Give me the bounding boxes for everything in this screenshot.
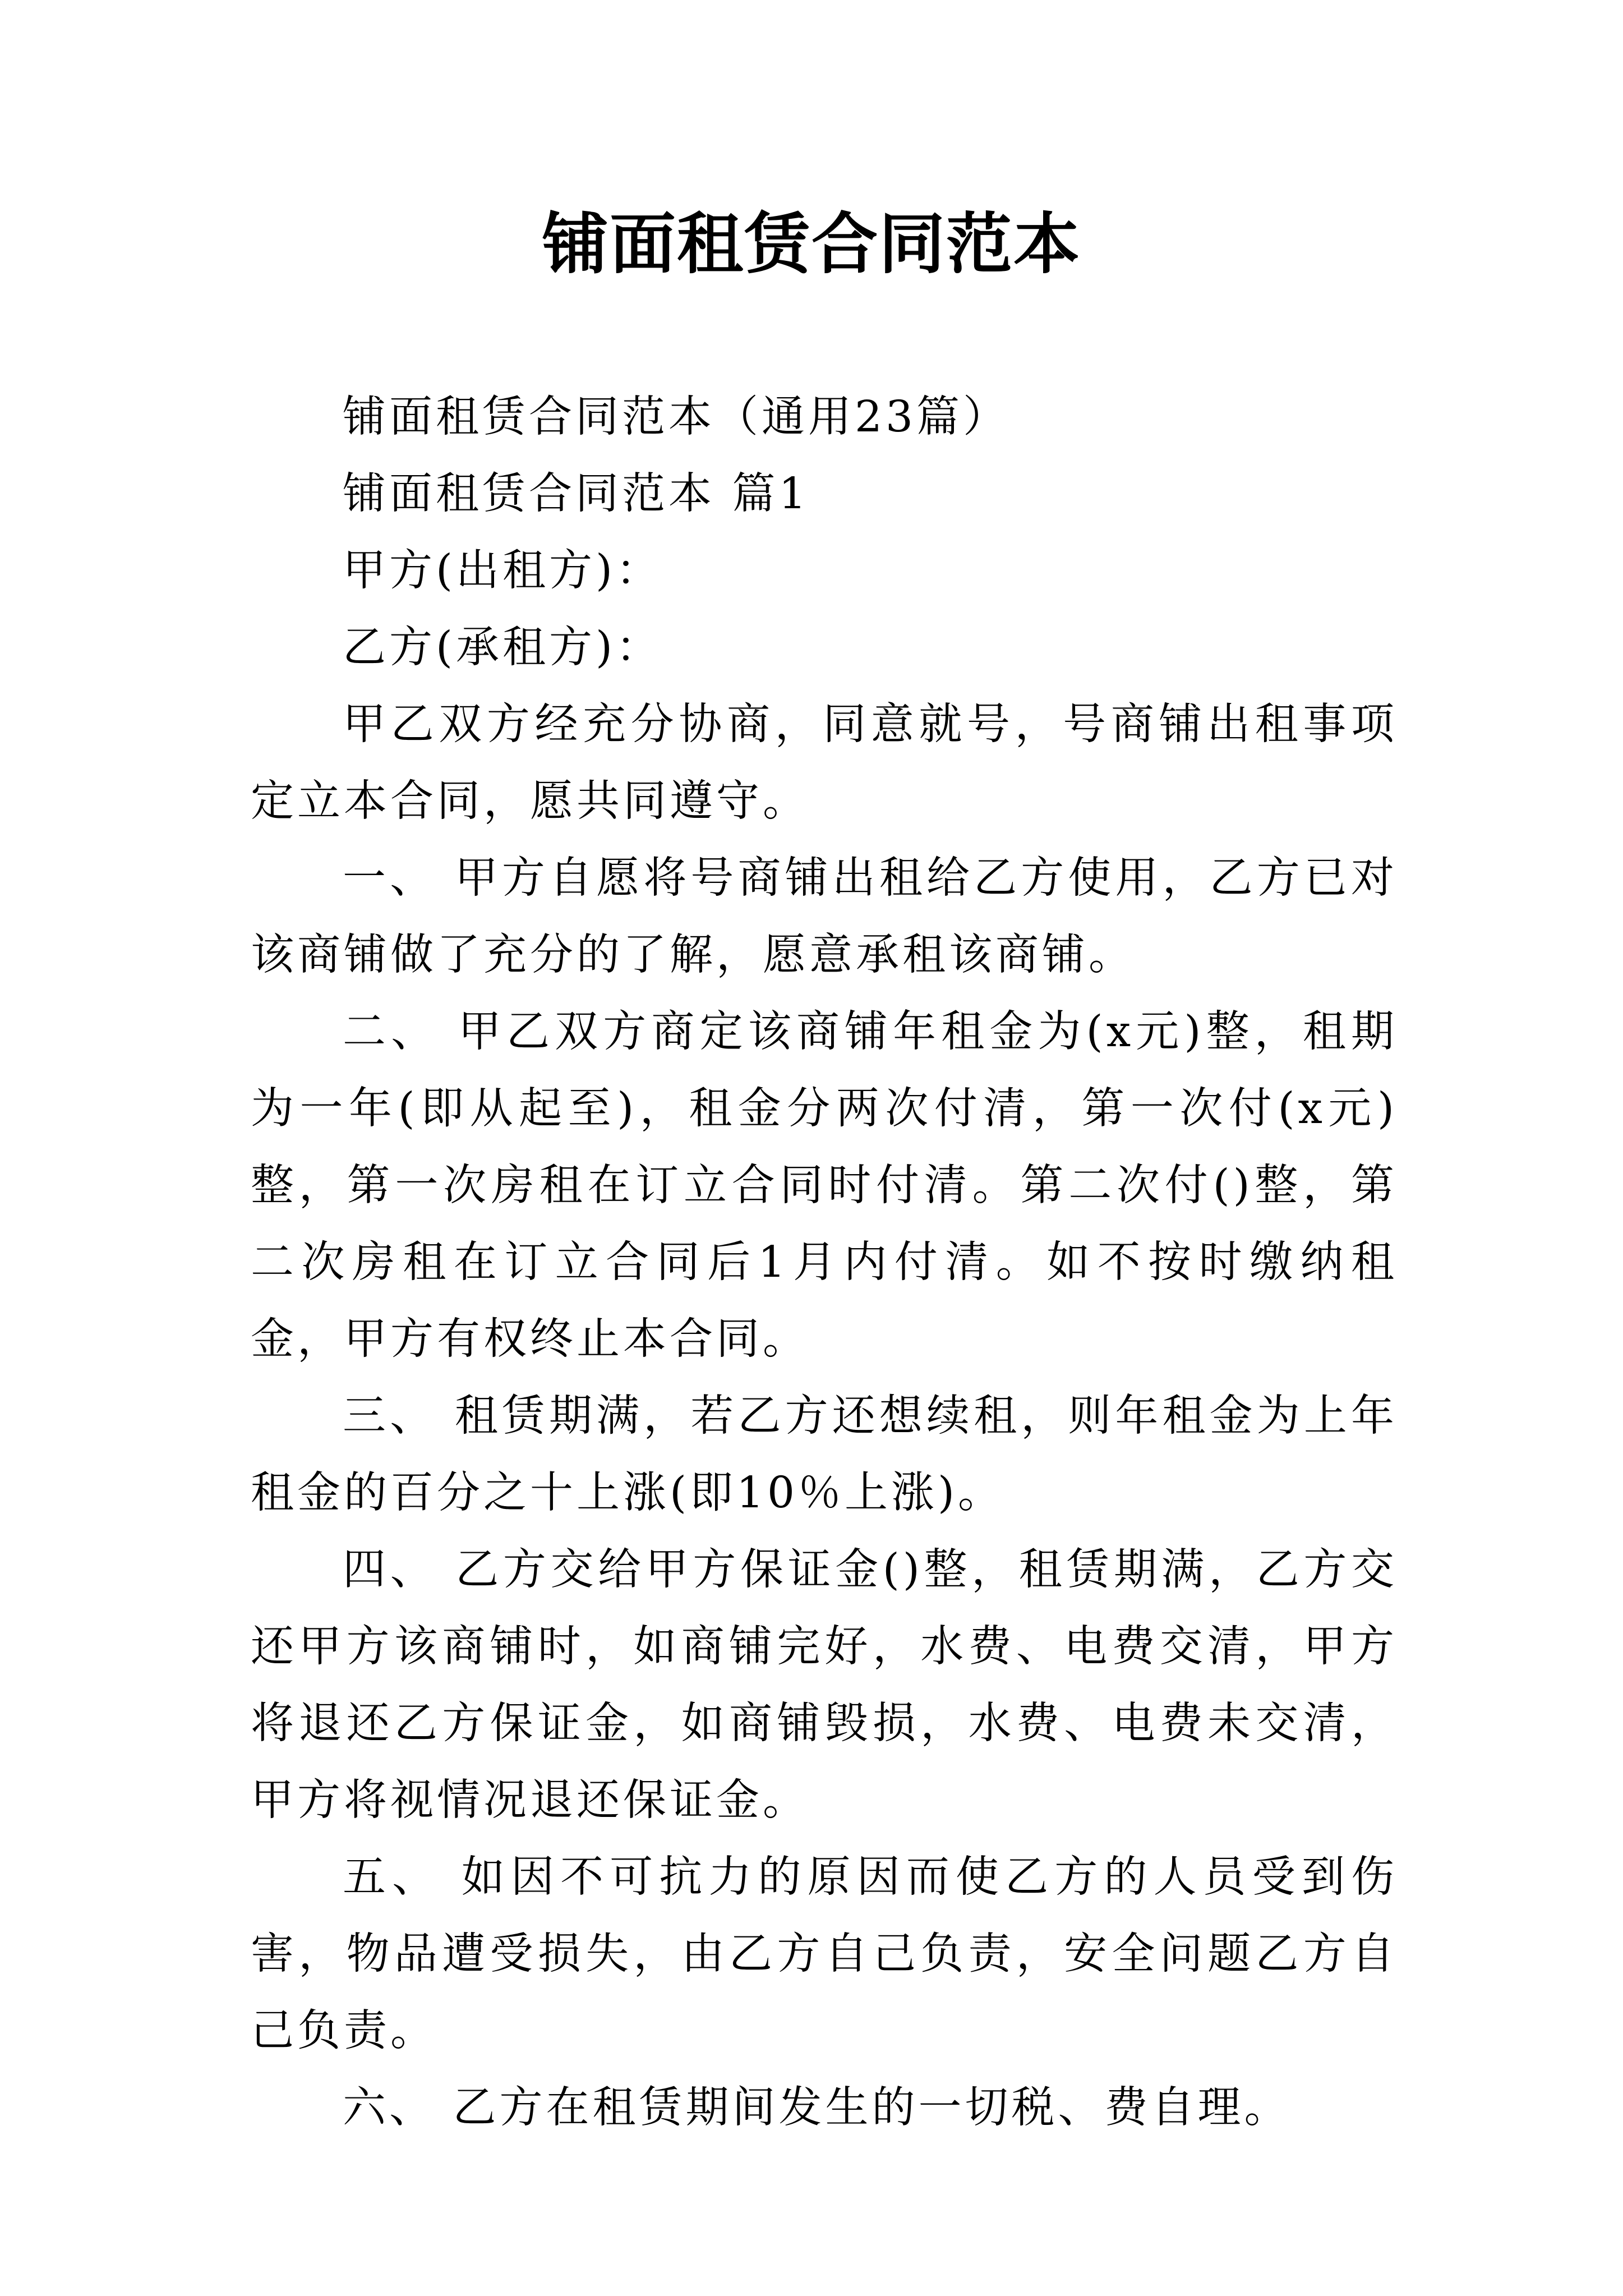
paragraph-clause-6: 六、 乙方在租赁期间发生的一切税、费自理。 <box>343 2083 1291 2133</box>
document-body <box>251 379 1398 2146</box>
paragraph-clause-2: 二、 甲乙双方商定该商铺年租金为(x元)整，租期为一年(即从起至)，租金分两次付清，第一次付(x元)整，第一次房租在订立合同时付清。第二次付()整，第二次房租在订立合同后1月内付清。如不按时缴纳租金，甲方有权终止本合同。 <box>251 1007 1398 1364</box>
paragraph-party-a: 甲方(出租方)： <box>343 546 663 596</box>
paragraph-clause-3: 三、 租赁期满，若乙方还想续租，则年租金为上年租金的百分之十上涨(即10％上涨)。 <box>251 1391 1398 1518</box>
document-title: 铺面租赁合同范本 <box>542 205 1081 283</box>
paragraph-preamble: 甲乙双方经充分协商，同意就号，号商铺出租事项定立本合同，愿共同遵守。 <box>251 700 1398 826</box>
paragraph-section-heading: 铺面租赁合同范本 篇1 <box>343 469 810 519</box>
paragraph-party-b: 乙方(承租方)： <box>343 623 663 673</box>
paragraph-clause-5: 五、 如因不可抗力的原因而使乙方的人员受到伤害，物品遭受损失，由乙方自己负责，安全问题乙方自己负责。 <box>251 1852 1398 2056</box>
paragraph-clause-4: 四、 乙方交给甲方保证金()整，租赁期满，乙方交还甲方该商铺时，如商铺完好，水费、电费交清，甲方将退还乙方保证金，如商铺毁损，水费、电费未交清，甲方将视情况退还保证金。 <box>251 1545 1398 1825</box>
paragraph-subtitle: 铺面租赁合同范本（通用23篇） <box>343 392 1009 442</box>
paragraph-clause-1: 一、 甲方自愿将号商铺出租给乙方使用，乙方已对该商铺做了充分的了解，愿意承租该商铺。 <box>251 853 1398 980</box>
